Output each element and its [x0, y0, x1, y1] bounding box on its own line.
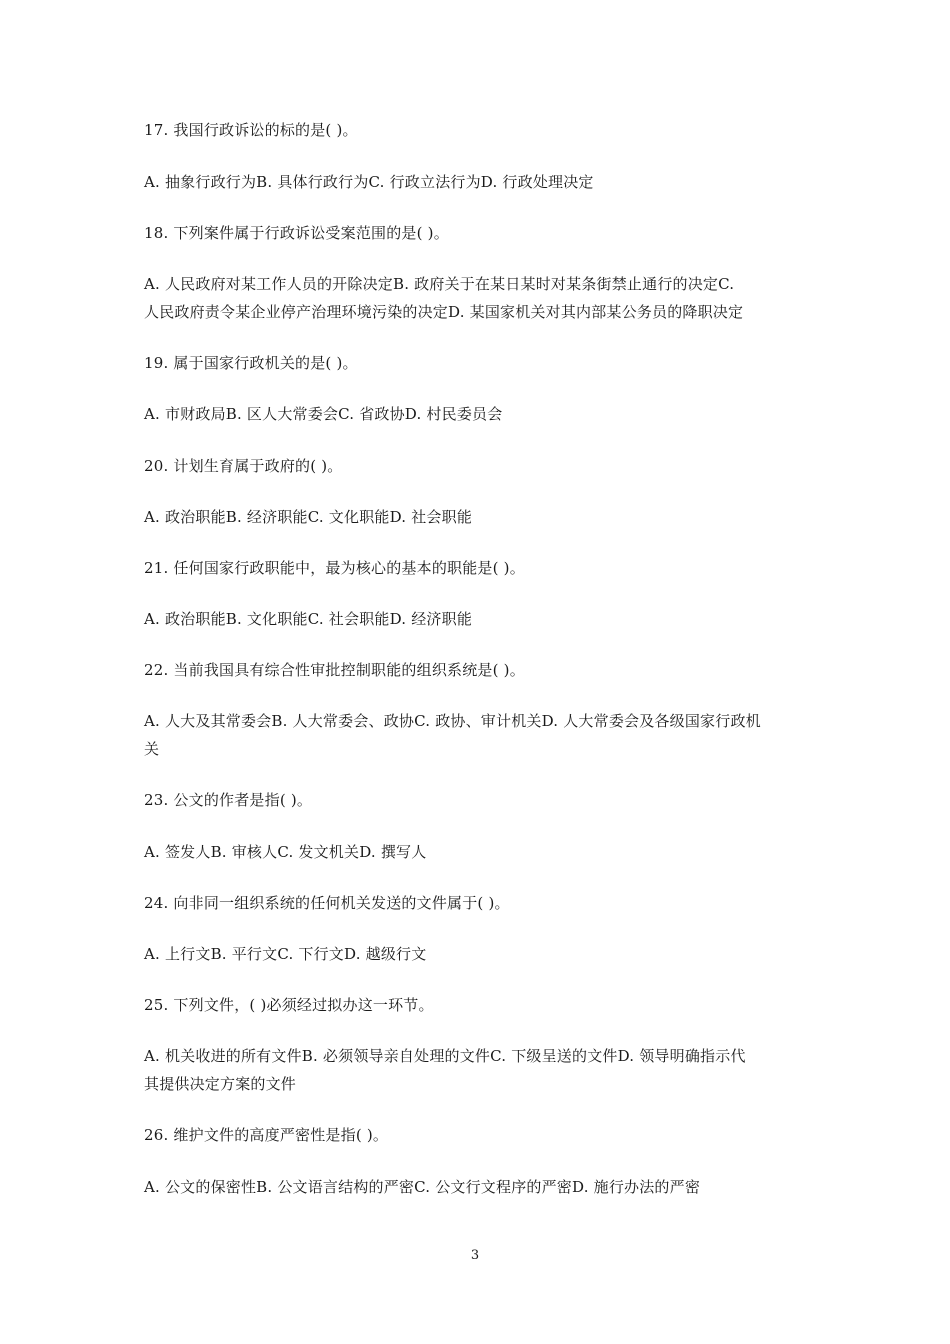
- question-19: 19. 属于国家行政机关的是( )。: [144, 354, 358, 372]
- options-26: A. 公文的保密性B. 公文语言结构的严密C. 公文行文程序的严密D. 施行办法的严密: [144, 1178, 701, 1196]
- page-number: 3: [470, 1248, 480, 1263]
- options-25-line-2: 其提供决定方案的文件: [144, 1075, 297, 1093]
- question-24: 24. 向非同一组织系统的任何机关发送的文件属于( )。: [144, 894, 510, 912]
- options-24: A. 上行文B. 平行文C. 下行文D. 越级行文: [144, 945, 427, 963]
- options-17: A. 抽象行政行为B. 具体行政行为C. 行政立法行为D. 行政处理决定: [144, 173, 594, 191]
- question-21: 21. 任何国家行政职能中，最为核心的基本的职能是( )。: [144, 559, 525, 577]
- question-25: 25. 下列文件，( )必须经过拟办这一环节。: [144, 996, 434, 1014]
- question-22: 22. 当前我国具有综合性审批控制职能的组织系统是( )。: [144, 661, 525, 679]
- options-18-line-1: A. 人民政府对某工作人员的开除决定B. 政府关于在某日某时对某条街禁止通行的决定C.: [144, 275, 735, 293]
- options-20: A. 政治职能B. 经济职能C. 文化职能D. 社会职能: [144, 508, 473, 526]
- options-18-line-2: 人民政府责令某企业停产治理环境污染的决定D. 某国家机关对其内部某公务员的降职决定: [144, 303, 744, 321]
- options-25-line-1: A. 机关收进的所有文件B. 必须领导亲自处理的文件C. 下级呈送的文件D. 领导明确指示代: [144, 1047, 746, 1065]
- options-23: A. 签发人B. 审核人C. 发文机关D. 撰写人: [144, 843, 427, 861]
- question-26: 26. 维护文件的高度严密性是指( )。: [144, 1126, 389, 1144]
- question-23: 23. 公文的作者是指( )。: [144, 791, 313, 809]
- options-22-line-1: A. 人大及其常委会B. 人大常委会、政协C. 政协、审计机关D. 人大常委会及各级国家行政机: [144, 712, 761, 730]
- options-19: A. 市财政局B. 区人大常委会C. 省政协D. 村民委员会: [144, 405, 503, 423]
- options-21: A. 政治职能B. 文化职能C. 社会职能D. 经济职能: [144, 610, 473, 628]
- question-17: 17. 我国行政诉讼的标的是( )。: [144, 121, 358, 139]
- question-20: 20. 计划生育属于政府的( )。: [144, 457, 343, 475]
- options-22-line-2: 关: [144, 740, 160, 758]
- question-18: 18. 下列案件属于行政诉讼受案范围的是( )。: [144, 224, 449, 242]
